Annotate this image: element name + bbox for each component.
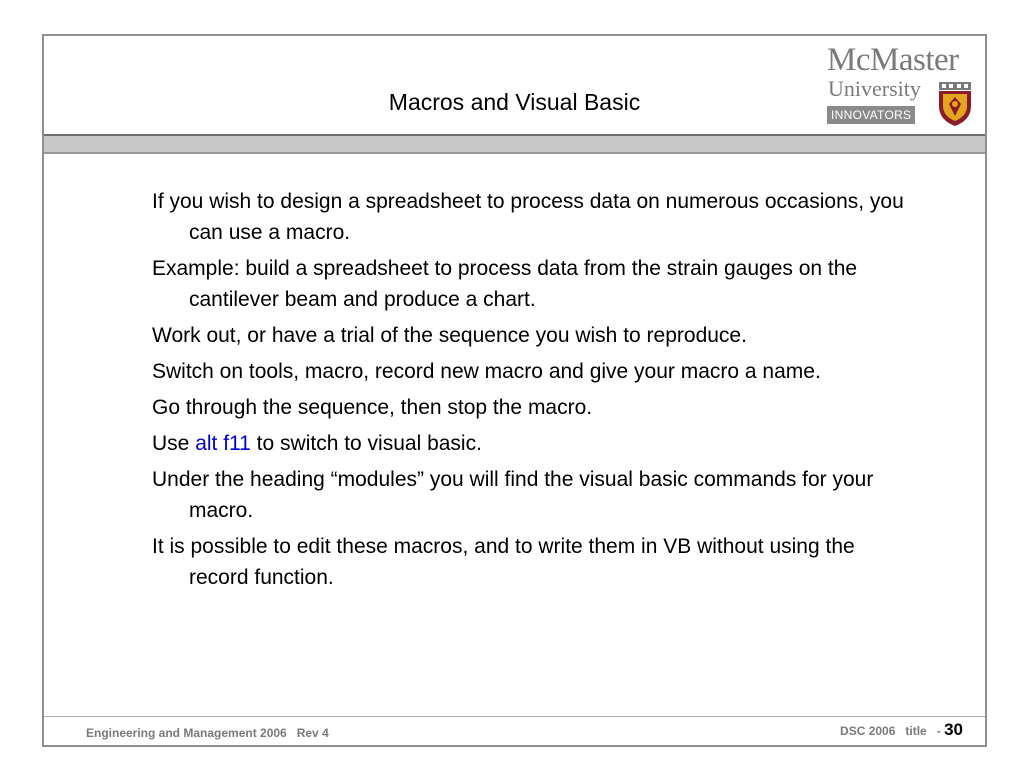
page-number: 30: [944, 720, 963, 739]
bullet-item: [152, 253, 912, 315]
keyboard-shortcut-text: alt f11: [195, 432, 251, 455]
bullet-item: [152, 356, 912, 387]
bullet-item: [152, 531, 912, 593]
bullet-text: Go through the sequence, then stop the macro.: [152, 396, 593, 419]
logo-tagline: INNOVATORS: [827, 106, 915, 124]
bullet-item: [152, 186, 912, 248]
bullet-item: [152, 428, 912, 459]
footer-divider: [44, 716, 985, 717]
bullet-text: It is possible to edit these macros, and to write them in VB without using the record function.: [152, 535, 855, 589]
bullet-item: [152, 464, 912, 526]
bullet-item: [152, 320, 912, 351]
header-divider: [44, 134, 985, 154]
bullet-text: Example: build a spreadsheet to process data from the strain gauges on the cantilever beam and produce a chart.: [152, 257, 858, 311]
bullet-text: If you wish to design a spreadsheet to process data on numerous occasions, you can use a macro.: [152, 190, 904, 244]
bullet-text: Work out, or have a trial of the sequence you wish to reproduce.: [152, 324, 747, 347]
logo-subtitle: University: [828, 76, 921, 101]
slide-title: Macros and Visual Basic: [388, 89, 641, 115]
bullet-text: to switch to visual basic.: [250, 432, 482, 455]
slide-header: [44, 36, 985, 134]
footer-slide-label: DSC 2006 title -: [840, 724, 945, 738]
footer-course-info: Engineering and Management 2006 Rev 4: [86, 726, 329, 740]
bullet-item: [152, 392, 912, 423]
bullet-text: Under the heading “modules” you will find the visual basic commands for your macro.: [152, 468, 874, 522]
crest-icon: [937, 82, 973, 126]
footer-slide-info: [840, 720, 963, 740]
bullet-text: Switch on tools, macro, record new macro and give your macro a name.: [152, 360, 821, 383]
logo-name: McMaster: [827, 42, 959, 78]
bullet-list: [152, 186, 912, 593]
university-logo: [827, 42, 979, 128]
slide-body: [152, 186, 912, 598]
bullet-text: Use: [152, 432, 196, 455]
slide-frame: [42, 34, 987, 747]
